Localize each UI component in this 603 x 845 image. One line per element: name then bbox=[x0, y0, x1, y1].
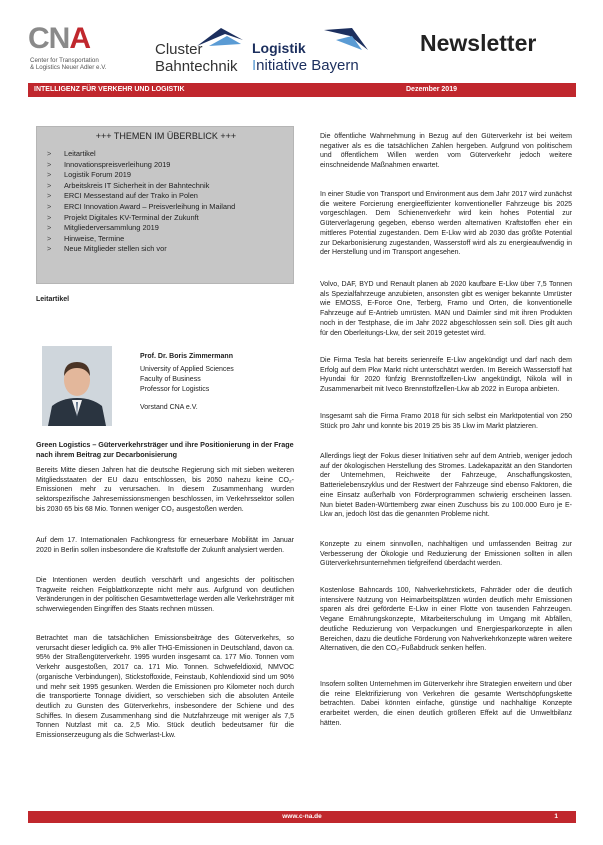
article-paragraph: Kostenlose Bahncards 100, Nahverkehrstickets, Fahrräder oder die deutlich intensivere Nutzung von Heimarbeitsplätzen würden deutlich mehr Emissionen sparen als drei geförderte E-Lkw in einer Flotte von tausenden Fahrzeugen. Vegane Ernährungskonzepte, Mitarbeiterschulung im Umgang mit Abfällen, deutliche Reduzierung von Verpackungen und Energiesparkonzepte in allen Bereichen, dazu die deutliche Förderung von Nahverkehrkonzepte wären weitere Alternativen, die den CO₂-Fußabdruck senken helfen. bbox=[320, 587, 572, 653]
toc-item[interactable]: > Leitartikel bbox=[47, 149, 96, 158]
article-paragraph: In einer Studie von Transport und Environment aus dem Jahr 2017 wird zunächst die weitere Forcierung energieeffizienter konventioneller Fahrzeuge bis 2025 vorgeschlagen. Dem Schienenverkehr wird kein hohes Potential zur Güterverlagerung gegeben, ebenso werden alternativen Kraftstoffen eher ein mittleres Potential zugestanden. Dem E-Lkw wird ab 2030 das größte Potential zur Dekarbonisierung zugestanden, Wasserstoff wird als zu energieaufwendig in der Herstellung und im Transport angesehen. bbox=[320, 191, 572, 257]
chevron-right-icon: > bbox=[47, 201, 52, 211]
chevron-right-icon: > bbox=[47, 244, 52, 254]
cluster-line1: Cluster bbox=[155, 41, 203, 58]
cna-logo bbox=[28, 22, 148, 77]
cluster-bahntechnik-logo bbox=[155, 26, 250, 76]
banner-date: Dezember 2019 bbox=[406, 86, 457, 93]
page-number: 1 bbox=[554, 813, 558, 820]
author-affiliation-2: Faculty of Business bbox=[140, 376, 201, 383]
article-paragraph: Betrachtet man die tatsächlichen Emissionsbeiträge des Güterverkehrs, so verursacht dieser lediglich ca. 9% aller THG-Emissionen in Deutschland, davon ca. 95% der Straßengüterverkehr. 1995 wurden insgesamt ca. 177 Mio. Tonnen vom Verkehr ausgestoßen, 2017 ca. 171 Mio. Tonnen. Schwefeldioxid, NMVOC (organische Verbindungen), Stickstoffoxide, Feinstaub, Kohlendioxid sind um 90% und mehr seit 1995 gesunken. Werden die Emissionen pro Kilometer noch durch die transportierte Tonnage dividiert, so verschieben sich die absoluten Anteile deutlich zu Gunsten des Güterverkehrs, insbesondere der Schiene und des Schiffes. In diesem Zusammenhang sind die Nutzfahrzeuge mit weniger als 7,5 Tonnen Nutzlast mit ca. 2,5 Mio. Stück deutlich bedeutsamer für die Emissionserzeugung als die Schwerlast-Lkw. bbox=[36, 635, 294, 740]
author-portrait-icon bbox=[42, 346, 112, 426]
logistik-line2: Initiative Bayern bbox=[252, 57, 359, 74]
chevron-right-icon: > bbox=[47, 159, 52, 169]
toc-title: +++ THEMEN IM ÜBERBLICK +++ bbox=[95, 131, 237, 141]
toc-item[interactable]: > Projekt Digitales KV-Terminal der Zukunft bbox=[47, 212, 199, 222]
article-paragraph: Allerdings liegt der Fokus dieser Initiativen sehr auf dem Antrieb, weniger jedoch auf der ökologischen Herstellung des Stromes. Ladekapazität an den Standorten der Unternehmen, Reichweite der Fahrzeuge, Anschaffungskosten, Batterielebenszyklus und der Restwert der Fahrzeuge sind ebenso Faktoren, die eine Einsatz außerhalb von Förderprogrammen schwierig erscheinen lassen. Nun bietet Baden-Württemberg zwar einen Zuschuss bis zu 100.000 Euro je E-Lkw an, jedoch löst das die genannten Probleme nicht. bbox=[320, 453, 572, 519]
cluster-line2: Bahntechnik bbox=[155, 58, 238, 75]
chevron-right-icon: > bbox=[47, 180, 52, 190]
chevron-right-icon: > bbox=[47, 149, 52, 158]
article-headline: Green Logistics – Güterverkehrsträger und ihre Positionierung in der Frage nach ihrem Beitrag zur Decarbonisierung bbox=[36, 440, 294, 459]
author-affiliation-3: Professor for Logistics bbox=[140, 386, 210, 393]
article-paragraph: Die Firma Tesla hat bereits serienreife E-Lkw angekündigt und darf nach dem Erfolg auf dem Pkw Markt nicht unterschätzt werden. Im Bereich Wasserstoff hat Hyundai für 2020 fünfzig Brennstoffzellen-Lkw angekündigt, Nikola will in Zusammenarbeit mit Iveco Brennstoffzellen-Lkw ab 2022 in Europa anbieten. bbox=[320, 357, 572, 394]
footer-bar bbox=[28, 811, 576, 823]
logistik-swoosh-icon bbox=[322, 26, 370, 52]
toc-list bbox=[47, 149, 235, 255]
toc-item[interactable]: > Mitgliederversammlung 2019 bbox=[47, 223, 159, 233]
footer-website-link[interactable]: www.c-na.de bbox=[282, 813, 322, 820]
chevron-right-icon: > bbox=[47, 233, 52, 243]
chevron-right-icon: > bbox=[47, 170, 52, 180]
section-label-leitartikel: Leitartikel bbox=[36, 296, 70, 303]
toc-item[interactable]: > Neue Mitglieder stellen sich vor bbox=[47, 244, 167, 254]
newsletter-title: Newsletter bbox=[420, 30, 537, 56]
banner-tagline: INTELLIGENZ FÜR VERKEHR UND LOGISTIK bbox=[34, 86, 185, 93]
cna-logo-subtitle: Center for Transportation & Logistics Neuer Adler e.V. bbox=[30, 57, 107, 71]
logistik-initiative-logo bbox=[252, 26, 372, 76]
article-paragraph: Auf dem 17. Internationalen Fachkongress für erneuerbare Mobilität im Januar 2020 in Berlin sollen insbesondere die Kraftstoffe der Zukunft analysiert werden. bbox=[36, 537, 294, 554]
article-paragraph: Volvo, DAF, BYD und Renault planen ab 2020 kaufbare E-Lkw über 7,5 Tonnen als Spezialfahrzeuge anzubieten, ansonsten gibt es weniger bekannte Umrüster wie EMOSS, E-Force One, Terberg, Framo und Orten, die konventionelle Fahrzeuge auf E-Antrieb umrüsten. MAN und Daimler sind mit ihren Produkten noch in der Testphase, die im Jahr 2022 abgeschlossen sein soll. Dies gilt auch für den Oberleitungs-Lkw, der seit 2019 getestet wird. bbox=[320, 281, 572, 337]
author-affiliation-4: Vorstand CNA e.V. bbox=[140, 404, 198, 411]
cna-logo-wordmark: CNA bbox=[28, 22, 91, 55]
author-info bbox=[140, 352, 234, 413]
chevron-right-icon: > bbox=[47, 223, 52, 233]
toc-item[interactable]: > ERCI Messestand auf der Trako in Polen bbox=[47, 191, 198, 201]
article-paragraph: Bereits Mitte diesen Jahren hat die deutsche Regierung sich mit sieben weiteren Mitgliedsstaaten der EU dazu entschlossen, bis 2050 nahezu keine CO₂-Emissionen mehr zu verursachen. In diesem Zusammenhang wurden sektorspezifische Jahresemissionsmengen beschlossen, im Verkehrssektor sollen bis 2030 65 bis 68 Mio. Tonnen weniger CO₂ ausgestoßen werden. bbox=[36, 467, 294, 513]
author-photo bbox=[42, 346, 112, 426]
author-box bbox=[36, 338, 294, 430]
article-paragraph: Die Intentionen werden deutlich verschärft und angesichts der politischen Tragweite reichen Feigblattkonzepte nicht mehr aus. Aufgrund von deutlichen Veränderungen in der politischen Gesamtwetterlage werden alle Verkehrsträger mit schwerwiegenden Eingriffen des Staats rechnen müssen. bbox=[36, 577, 294, 614]
toc-item[interactable]: > Innovationspreisverleihung 2019 bbox=[47, 159, 171, 169]
toc-box bbox=[36, 126, 294, 284]
article-paragraph: Konzepte zu einem sinnvollen, nachhaltigen und umfassenden Beitrag zur Verbesserung der Ökologie und Reduzierung der Emissionen sollten in allen Güterverkehrsunternehmen tiefgreifend überdacht werden. bbox=[320, 541, 572, 568]
article-paragraph: Insofern sollten Unternehmen im Güterverkehr ihre Strategien erweitern und über die reine Elektrifizierung von Verkehren die gesamte Wertschöpfungskette betrachten. Dabei könnten einfache, günstige und nachhaltige Konzepte erarbeitet werden, die einen deutlich größeren Effekt auf die Umweltbilanz hätten. bbox=[320, 681, 572, 727]
toc-item[interactable]: > Logistik Forum 2019 bbox=[47, 170, 131, 180]
toc-item[interactable]: > ERCI Innovation Award – Preisverleihung in Mailand bbox=[47, 201, 236, 211]
toc-item[interactable]: > Hinweise, Termine bbox=[47, 233, 125, 243]
logistik-line1: Logistik bbox=[252, 40, 306, 56]
chevron-right-icon: > bbox=[47, 191, 52, 201]
toc-item[interactable]: > Arbeitskreis IT Sicherheit in der Bahntechnik bbox=[47, 180, 210, 190]
chevron-right-icon: > bbox=[47, 212, 52, 222]
article-paragraph: Die öffentliche Wahrnehmung in Bezug auf den Güterverkehr ist bei weitem negativer als es die tatsächlichen Zahlen hergeben. Aufgrund von politischem und öffentlichem Willen werden vom Güterverkehr jedoch weitere einschneidende Maßnahmen erwartet. bbox=[320, 133, 572, 170]
author-name: Prof. Dr. Boris Zimmermann bbox=[140, 353, 233, 360]
author-affiliation-1: University of Applied Sciences bbox=[140, 366, 234, 373]
article-paragraph: Insgesamt sah die Firma Framo 2018 für sich selbst ein Marktpotential von 250 Stück pro Jahr und konnte bis 2019 25 bis 35 Lkw im Markt platzieren. bbox=[320, 413, 572, 430]
header-banner bbox=[28, 83, 576, 97]
